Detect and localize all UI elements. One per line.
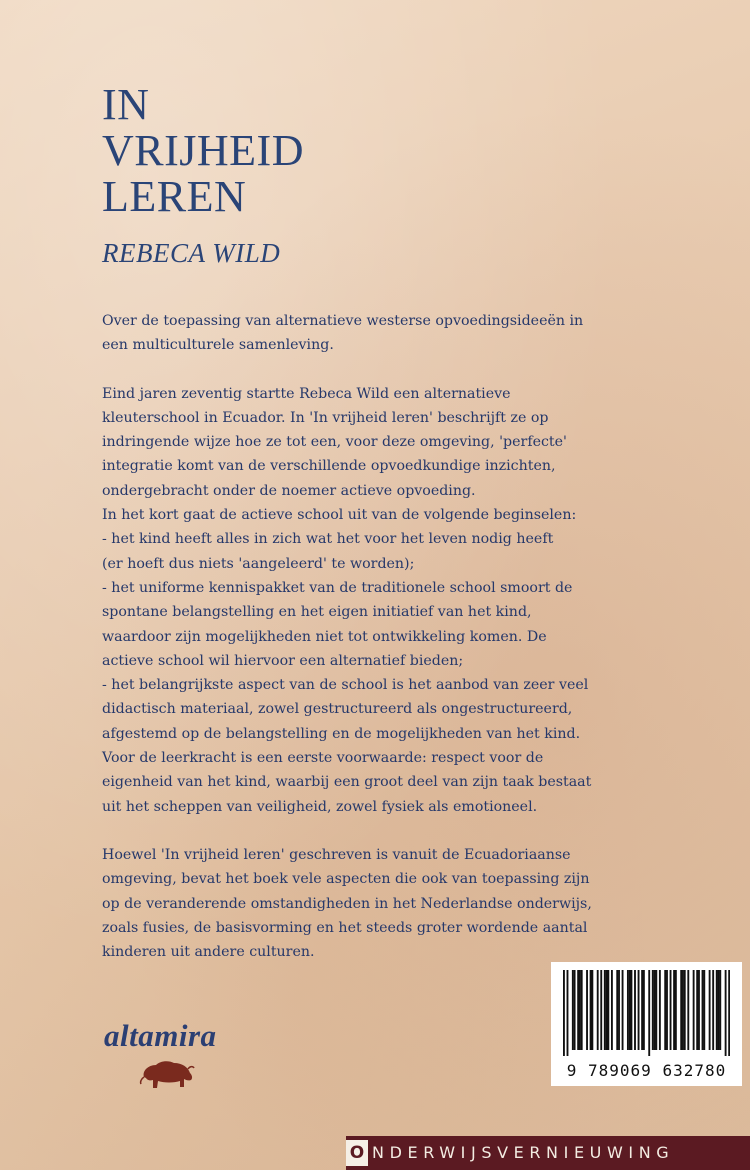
- barcode-bar: [682, 970, 684, 1050]
- text-line: integratie komt van de verschillende opvoedkundige inzichten,: [102, 458, 556, 475]
- text-line: Voor de leerkracht is een eerste voorwaarde: respect voor de: [102, 750, 544, 767]
- title-line-1: IN: [102, 80, 150, 129]
- text-line: een multiculturele samenleving.: [102, 337, 334, 354]
- barcode-bar: [563, 970, 565, 1056]
- barcode-bar: [606, 970, 608, 1050]
- barcode-bar: [577, 970, 579, 1050]
- text-line: spontane belangstelling en het eigen initiatief van het kind,: [102, 604, 532, 621]
- barcode-bar: [591, 970, 593, 1050]
- isbn-number: 9 789069 632780: [566, 1061, 727, 1080]
- barcode-bar: [684, 970, 686, 1050]
- isbn-barcode: [551, 962, 742, 1086]
- barcode-bar: [622, 970, 624, 1050]
- barcode-bar: [687, 970, 689, 1050]
- barcode-bar: [702, 970, 704, 1050]
- barcode-bar: [652, 970, 654, 1050]
- text-line: Eind jaren zeventig startte Rebeca Wild een alternatieve: [102, 385, 511, 402]
- text-line: In het kort gaat de actieve school uit van de volgende beginselen:: [102, 507, 577, 524]
- barcode-bar: [673, 970, 675, 1050]
- title-line-2: VRIJHEID: [102, 126, 304, 175]
- barcode-bar: [597, 970, 599, 1050]
- text-line: afgestemd op de belangstelling en de mogelijkheden van het kind.: [102, 725, 581, 742]
- author-name: REBECA WILD: [102, 238, 281, 268]
- barcode-bar: [586, 970, 588, 1050]
- barcode-bar: [631, 970, 633, 1050]
- text-line: omgeving, bevat het boek vele aspecten die ook van toepassing zijn: [102, 871, 590, 888]
- barcode-bar: [581, 970, 583, 1050]
- barcode-bar: [725, 970, 727, 1056]
- barcode-bar: [643, 970, 645, 1050]
- blurb-paragraph-1: [102, 309, 722, 358]
- text-line: kinderen uit andere culturen.: [102, 944, 315, 961]
- barcode-bar: [567, 970, 569, 1056]
- text-line: - het kind heeft alles in zich wat het voor het leven nodig heeft: [102, 531, 554, 548]
- barcode-bar: [709, 970, 711, 1050]
- text-line: (er hoeft dus niets 'aangeleerd' te worden);: [102, 555, 415, 572]
- series-name: NDERWIJSVERNIEUWING: [372, 1143, 675, 1162]
- text-line: Over de toepassing van alternatieve westerse opvoedingsideeën in: [102, 313, 584, 329]
- barcode-bar: [693, 970, 695, 1050]
- text-line: - het uniforme kennispakket van de traditionele school smoort de: [102, 579, 573, 596]
- barcode-bar: [600, 970, 602, 1050]
- barcode-bar: [641, 970, 643, 1050]
- barcode-bar: [675, 970, 677, 1050]
- bison-icon: [138, 1057, 196, 1093]
- barcode-bars: [563, 970, 730, 1056]
- barcode-bar: [629, 970, 631, 1050]
- text-line: indringende wijze hoe ze tot een, voor deze omgeving, 'perfecte': [102, 434, 567, 451]
- barcode-bar: [648, 970, 650, 1056]
- barcode-bar: [654, 970, 656, 1050]
- text-line: eigenheid van het kind, waarbij een groot deel van zijn taak bestaat: [102, 774, 592, 791]
- barcode-bar: [664, 970, 666, 1050]
- text-line: kleuterschool in Ecuador. In 'In vrijheid leren' beschrijft ze op: [102, 409, 549, 426]
- series-initial: O: [346, 1140, 368, 1166]
- barcode-bar: [574, 970, 576, 1050]
- barcode-bar: [718, 970, 720, 1050]
- text-line: uit het scheppen van veiligheid, zowel fysiek als emotioneel.: [102, 798, 538, 815]
- blurb: [102, 309, 722, 964]
- barcode-bar: [638, 970, 640, 1050]
- barcode-bar: [655, 970, 657, 1050]
- barcode-bar: [634, 970, 636, 1050]
- publisher-name: altamira: [104, 1018, 217, 1053]
- barcode-bar: [579, 970, 581, 1050]
- barcode-bar: [698, 970, 700, 1050]
- text-line: zoals fusies, de basisvorming en het steeds groter wordende aantal: [102, 919, 588, 936]
- text-line: ondergebracht onder de noemer actieve opvoeding.: [102, 482, 476, 499]
- barcode-bar: [703, 970, 705, 1050]
- barcode-bar: [590, 970, 592, 1050]
- barcode-bar: [618, 970, 620, 1050]
- barcode-bar: [604, 970, 606, 1050]
- barcode-bar: [572, 970, 574, 1050]
- text-line: op de veranderende omstandigheden in het Nederlandse onderwijs,: [102, 895, 592, 912]
- text-line: didactisch materiaal, zowel gestructureerd als ongestructureerd,: [102, 701, 573, 718]
- blurb-paragraph-2: [102, 382, 722, 819]
- title-line-3: LEREN: [102, 172, 247, 221]
- barcode-bar: [719, 970, 721, 1050]
- barcode-bar: [666, 970, 668, 1050]
- barcode-bar: [670, 970, 672, 1050]
- barcode-bar: [607, 970, 609, 1050]
- barcode-bar: [680, 970, 682, 1050]
- barcode-bar: [611, 970, 613, 1050]
- text-line: waardoor zijn mogelijkheden niet tot ontwikkeling komen. De: [102, 628, 547, 645]
- barcode-bar: [627, 970, 629, 1050]
- book-title: [102, 82, 304, 220]
- text-line: actieve school wil hiervoor een alternatief bieden;: [102, 652, 464, 669]
- text-line: - het belangrijkste aspect van de school is het aanbod van zeer veel: [102, 677, 589, 694]
- barcode-bar: [712, 970, 714, 1050]
- barcode-bar: [716, 970, 718, 1050]
- barcode-bar: [696, 970, 698, 1050]
- series-band: [346, 1136, 750, 1170]
- text-line: Hoewel 'In vrijheid leren' geschreven is vanuit de Ecuadoriaanse: [102, 846, 571, 863]
- blurb-paragraph-3: [102, 843, 722, 964]
- barcode-bar: [616, 970, 618, 1050]
- barcode-bar: [659, 970, 661, 1050]
- barcode-bar: [728, 970, 730, 1056]
